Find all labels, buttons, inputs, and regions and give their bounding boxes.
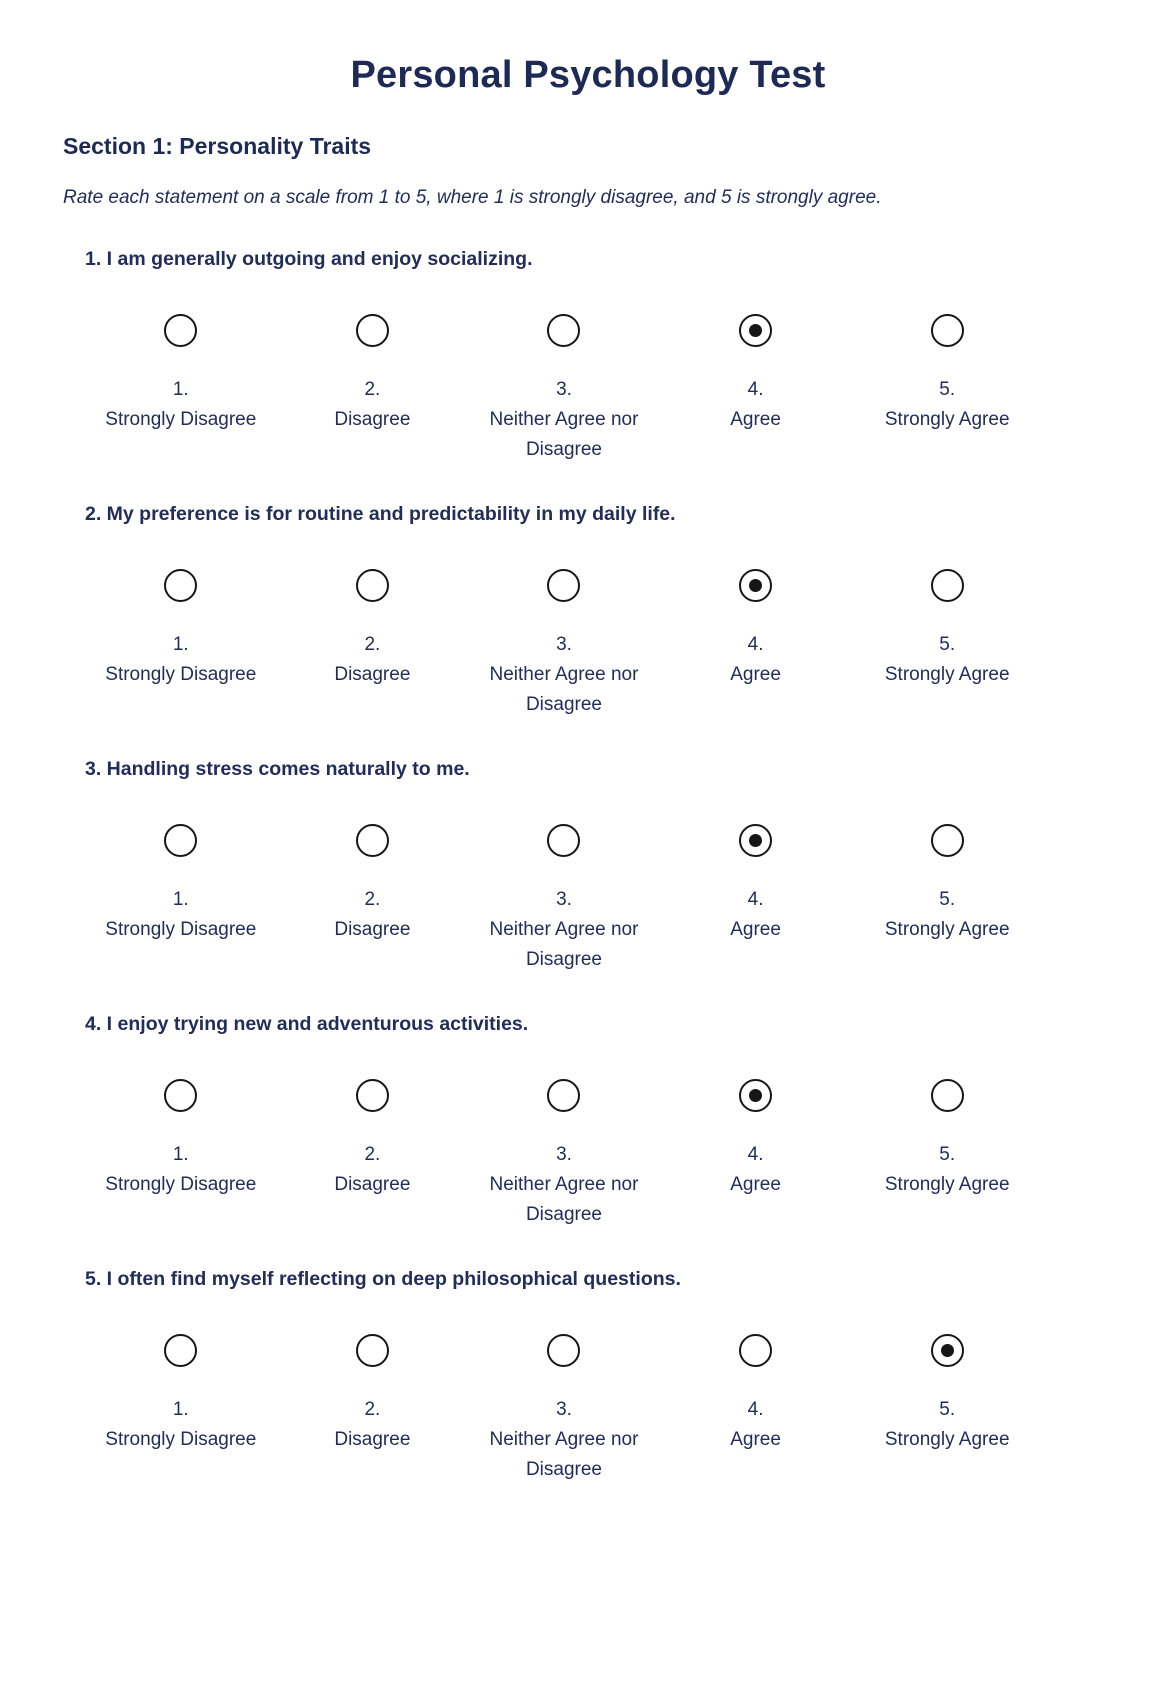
likert-radio[interactable] xyxy=(739,1079,772,1112)
radio-dot xyxy=(749,1089,762,1102)
likert-radio[interactable] xyxy=(739,314,772,347)
likert-radio[interactable] xyxy=(356,824,389,857)
option-label: Disagree xyxy=(334,919,411,940)
radio-dot xyxy=(941,579,954,592)
option-number: 2. xyxy=(364,379,381,400)
option-number: 2. xyxy=(364,889,381,910)
question-text: 1. I am generally outgoing and enjoy socializing. xyxy=(85,248,533,270)
option-cell[interactable] xyxy=(851,569,1043,720)
option-label: Strongly Disagree xyxy=(105,664,257,685)
option-number: 1. xyxy=(172,634,189,655)
option-cell[interactable] xyxy=(85,1079,277,1230)
radio-dot xyxy=(557,834,570,847)
likert-radio[interactable] xyxy=(164,569,197,602)
option-number: 2. xyxy=(364,634,381,655)
likert-radio[interactable] xyxy=(547,1334,580,1367)
question-text: 4. I enjoy trying new and adventurous activities. xyxy=(85,1013,529,1035)
radio-dot xyxy=(366,324,379,337)
option-label: Strongly Agree xyxy=(884,919,1010,940)
likert-radio[interactable] xyxy=(931,569,964,602)
question-text: 5. I often find myself reflecting on deep philosophical questions. xyxy=(85,1268,681,1290)
option-label: Disagree xyxy=(334,664,411,685)
option-label: Strongly Disagree xyxy=(105,409,257,430)
likert-options-row xyxy=(85,1079,1043,1230)
radio-dot xyxy=(174,579,187,592)
radio-dot xyxy=(174,834,187,847)
option-label: Neither Agree nor Disagree xyxy=(489,1429,639,1480)
option-number: 3. xyxy=(556,379,572,400)
option-cell[interactable] xyxy=(277,1079,469,1230)
option-cell[interactable] xyxy=(85,569,277,720)
option-label: Agree xyxy=(730,664,781,685)
option-label: Disagree xyxy=(334,1174,411,1195)
radio-dot xyxy=(174,1089,187,1102)
option-cell[interactable] xyxy=(660,569,852,720)
option-number: 5. xyxy=(939,889,956,910)
option-number: 4. xyxy=(747,889,764,910)
likert-radio[interactable] xyxy=(739,1334,772,1367)
likert-options-row xyxy=(85,314,1043,465)
likert-radio[interactable] xyxy=(547,314,580,347)
option-number: 3. xyxy=(556,889,572,910)
radio-dot xyxy=(174,324,187,337)
option-number: 1. xyxy=(172,1399,189,1420)
option-number: 1. xyxy=(172,1144,189,1165)
likert-radio[interactable] xyxy=(931,824,964,857)
option-label: Disagree xyxy=(334,409,411,430)
option-number: 3. xyxy=(556,634,572,655)
radio-dot xyxy=(557,324,570,337)
option-label: Agree xyxy=(730,1429,781,1450)
option-label: Disagree xyxy=(334,1429,411,1450)
option-label: Strongly Agree xyxy=(884,409,1010,430)
likert-radio[interactable] xyxy=(931,1079,964,1112)
likert-radio[interactable] xyxy=(164,1079,197,1112)
likert-radio[interactable] xyxy=(739,824,772,857)
option-label: Strongly Disagree xyxy=(105,1429,257,1450)
questions xyxy=(0,246,1176,1485)
option-number: 3. xyxy=(556,1399,572,1420)
question-text: 2. My preference is for routine and predictability in my daily life. xyxy=(85,503,676,525)
option-number: 3. xyxy=(556,1144,572,1165)
likert-radio[interactable] xyxy=(547,569,580,602)
likert-radio[interactable] xyxy=(164,824,197,857)
option-number: 5. xyxy=(939,1144,956,1165)
option-cell[interactable] xyxy=(851,824,1043,975)
radio-dot xyxy=(557,579,570,592)
likert-radio[interactable] xyxy=(356,1079,389,1112)
option-cell[interactable] xyxy=(660,824,852,975)
option-label: Agree xyxy=(730,409,781,430)
option-cell[interactable] xyxy=(277,824,469,975)
option-cell[interactable] xyxy=(851,1079,1043,1230)
option-label: Agree xyxy=(730,919,781,940)
option-label: Neither Agree nor Disagree xyxy=(489,664,639,715)
option-number: 4. xyxy=(747,634,764,655)
option-number: 1. xyxy=(172,379,189,400)
likert-radio[interactable] xyxy=(356,314,389,347)
option-cell[interactable] xyxy=(85,1334,277,1485)
option-cell[interactable] xyxy=(468,314,660,465)
option-number: 4. xyxy=(747,379,764,400)
page-title: Personal Psychology Test xyxy=(350,54,826,96)
radio-dot xyxy=(941,1344,954,1357)
likert-options-row xyxy=(85,824,1043,975)
likert-radio[interactable] xyxy=(356,569,389,602)
option-cell[interactable] xyxy=(468,569,660,720)
radio-dot xyxy=(366,579,379,592)
option-label: Strongly Disagree xyxy=(105,1174,257,1195)
option-cell[interactable] xyxy=(660,1334,852,1485)
option-cell[interactable] xyxy=(468,1079,660,1230)
question-block xyxy=(0,1011,1176,1230)
option-cell[interactable] xyxy=(277,1334,469,1485)
radio-dot xyxy=(174,1344,187,1357)
option-label: Strongly Agree xyxy=(884,664,1010,685)
option-cell[interactable] xyxy=(660,1079,852,1230)
radio-dot xyxy=(941,1089,954,1102)
question-block xyxy=(0,1266,1176,1485)
likert-radio[interactable] xyxy=(931,1334,964,1367)
option-label: Neither Agree nor Disagree xyxy=(489,409,639,460)
option-number: 5. xyxy=(939,1399,956,1420)
option-cell[interactable] xyxy=(468,1334,660,1485)
likert-radio[interactable] xyxy=(164,1334,197,1367)
option-cell[interactable] xyxy=(85,824,277,975)
option-label: Strongly Disagree xyxy=(105,919,257,940)
option-cell[interactable] xyxy=(85,314,277,465)
radio-dot xyxy=(749,324,762,337)
radio-dot xyxy=(366,1344,379,1357)
option-number: 4. xyxy=(747,1144,764,1165)
option-cell[interactable] xyxy=(660,314,852,465)
option-cell[interactable] xyxy=(468,824,660,975)
radio-dot xyxy=(557,1344,570,1357)
option-label: Neither Agree nor Disagree xyxy=(489,919,639,970)
radio-dot xyxy=(941,834,954,847)
radio-dot xyxy=(749,834,762,847)
option-label: Neither Agree nor Disagree xyxy=(489,1174,639,1225)
radio-dot xyxy=(749,1344,762,1357)
option-number: 2. xyxy=(364,1399,381,1420)
question-block xyxy=(0,246,1176,465)
option-number: 5. xyxy=(939,379,956,400)
likert-radio[interactable] xyxy=(356,1334,389,1367)
question-block xyxy=(0,501,1176,720)
likert-radio[interactable] xyxy=(164,314,197,347)
option-label: Strongly Agree xyxy=(884,1429,1010,1450)
likert-radio[interactable] xyxy=(547,1079,580,1112)
radio-dot xyxy=(366,834,379,847)
radio-dot xyxy=(941,324,954,337)
radio-dot xyxy=(557,1089,570,1102)
option-cell[interactable] xyxy=(277,569,469,720)
option-label: Strongly Agree xyxy=(884,1174,1010,1195)
question-block xyxy=(0,756,1176,975)
section-heading: Section 1: Personality Traits xyxy=(63,133,372,159)
radio-dot xyxy=(749,579,762,592)
likert-options-row xyxy=(85,569,1043,720)
option-label: Agree xyxy=(730,1174,781,1195)
option-number: 2. xyxy=(364,1144,381,1165)
option-number: 4. xyxy=(747,1399,764,1420)
option-cell[interactable] xyxy=(851,314,1043,465)
option-number: 1. xyxy=(172,889,189,910)
radio-dot xyxy=(366,1089,379,1102)
question-text: 3. Handling stress comes naturally to me. xyxy=(85,758,470,780)
option-number: 5. xyxy=(939,634,956,655)
option-cell[interactable] xyxy=(851,1334,1043,1485)
likert-radio[interactable] xyxy=(931,314,964,347)
likert-radio[interactable] xyxy=(547,824,580,857)
option-cell[interactable] xyxy=(277,314,469,465)
rating-instructions: Rate each statement on a scale from 1 to 5, where 1 is strongly disagree, and 5 is strongly agree. xyxy=(63,187,882,208)
likert-options-row xyxy=(85,1334,1043,1485)
likert-radio[interactable] xyxy=(739,569,772,602)
